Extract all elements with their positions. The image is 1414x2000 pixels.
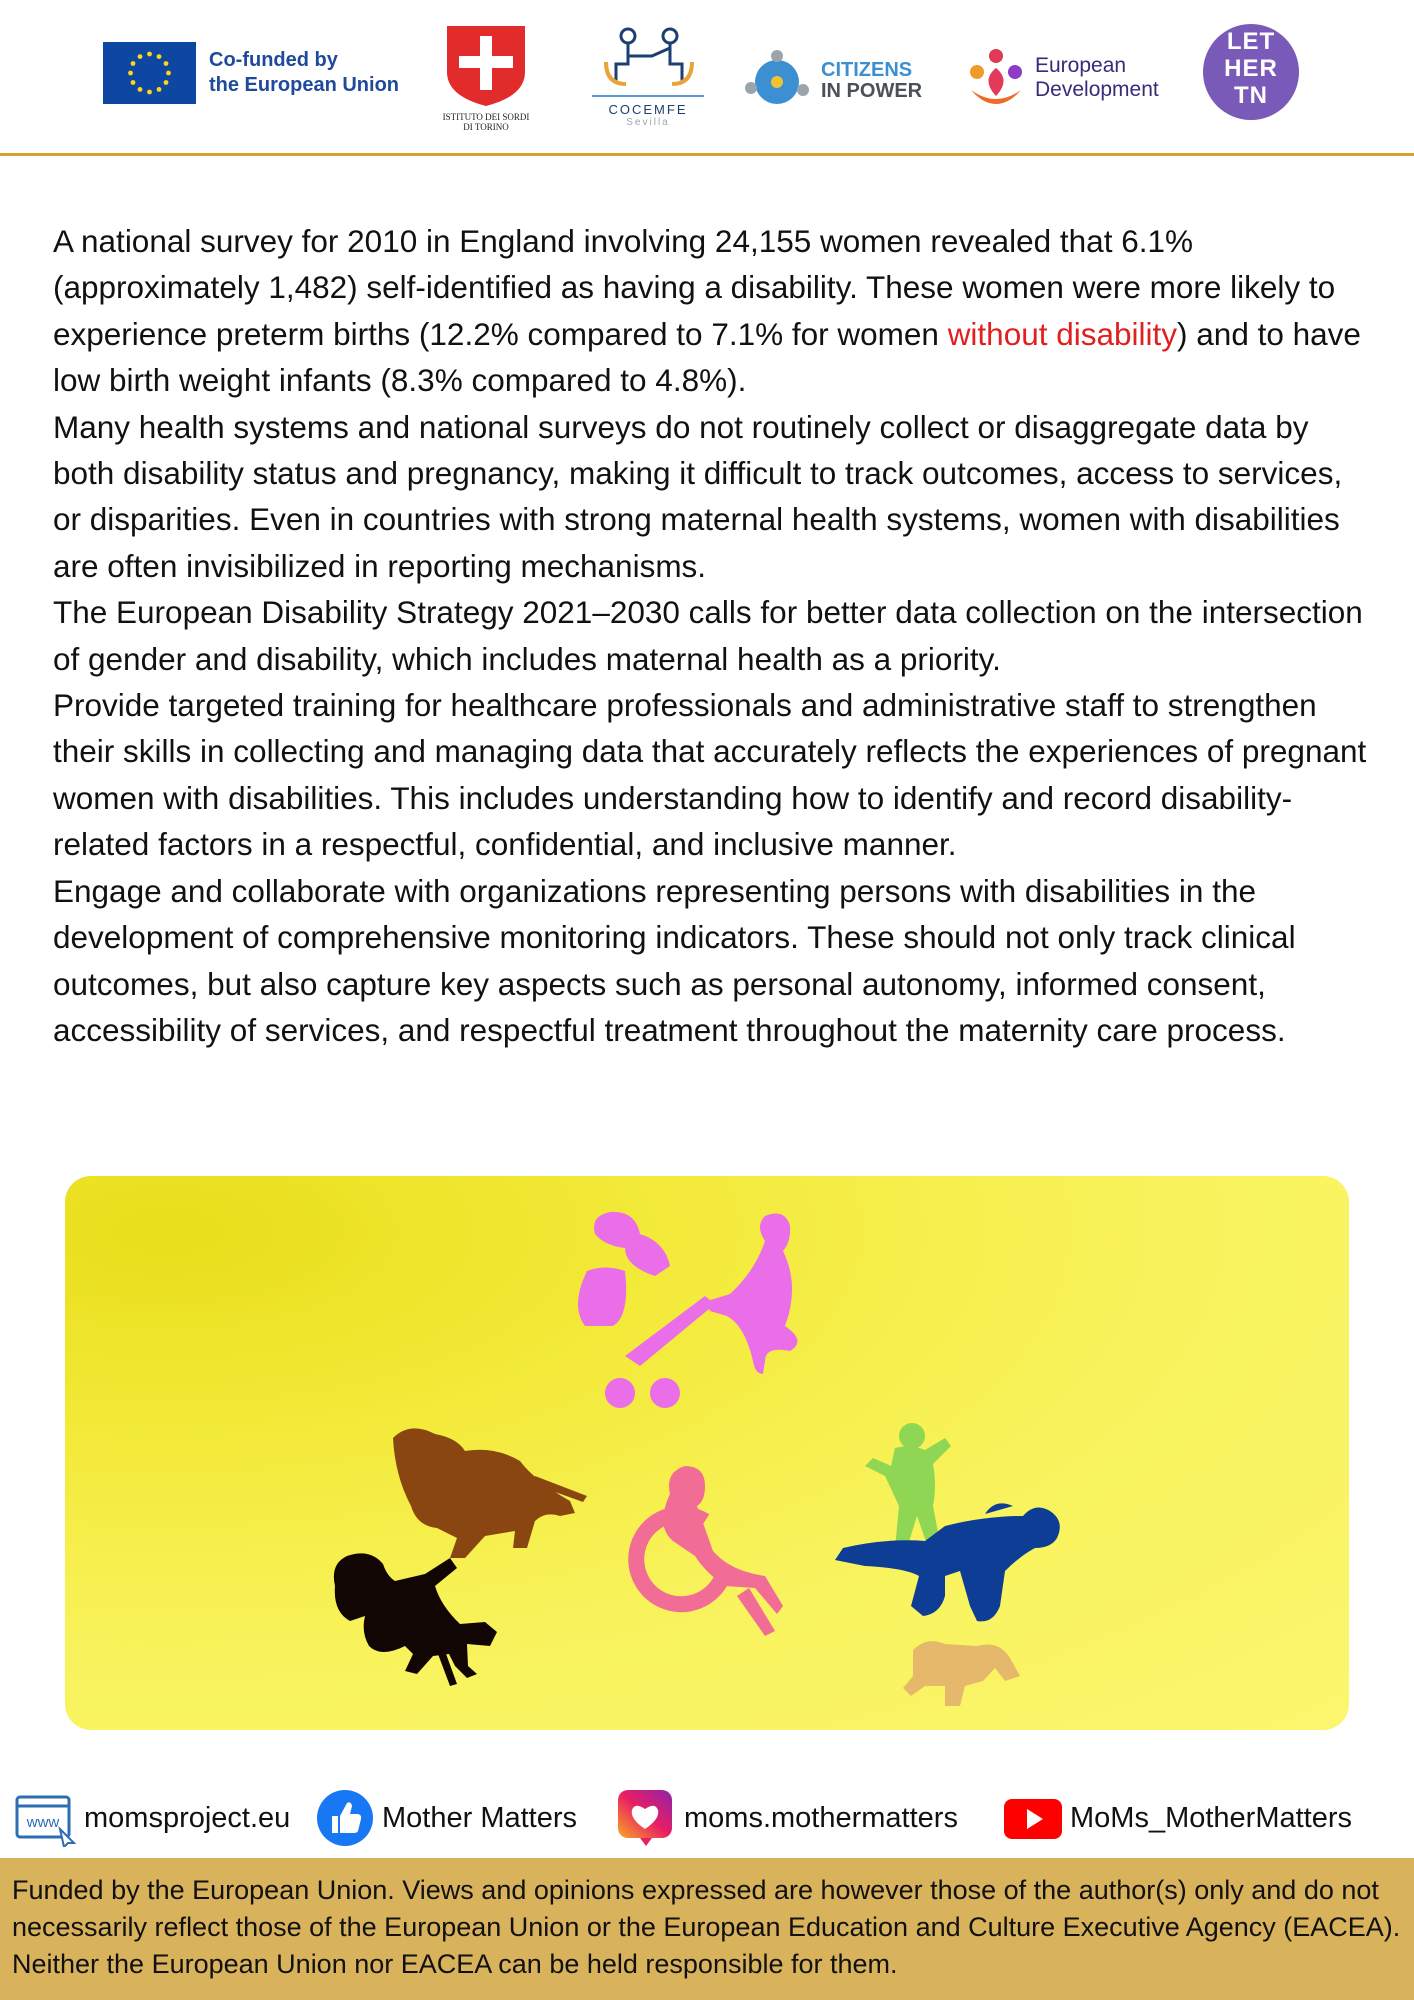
istituto-caption-line1: ISTITUTO DEI SORDI — [442, 112, 530, 122]
article-body — [53, 218, 1373, 1053]
paragraph-health-systems: Many health systems and national surveys do not routinely collect or disaggregate data by both disability status and pregnancy, making it difficult to track outcomes, access to services, or disparities. Even in countries with strong maternal health systems, women with disabilities are often invisibilized in reporting mechanisms. — [53, 408, 1343, 584]
citizens-in-power-logo — [743, 48, 922, 114]
cocemfe-figures-icon — [592, 26, 704, 98]
header-divider — [0, 153, 1414, 156]
reaching-person-figure — [835, 1503, 1060, 1621]
funding-disclaimer — [0, 1858, 1414, 2000]
paragraph-collaborate: Engage and collaborate with organizations representing persons with disabilities in the development of comprehensive monitoring indicators. These should not only track clinical outcomes, but also capture key aspects such as personal autonomy, informed consent, accessibility of services, and respectful treatment throughout the maternity care process. — [53, 872, 1296, 1048]
eu-logo-line2: the European Union — [209, 74, 399, 96]
cocemfe-city: Sevilla — [626, 117, 670, 128]
citizens-line1: CITIZENS — [821, 59, 913, 81]
cocemfe-name: COCEMFE — [608, 102, 688, 117]
citizens-in-power-icon — [743, 48, 813, 114]
paragraph-training: Provide targeted training for healthcare professionals and administrative staff to strengthen their skills in collecting and managing data that accurately reflects the experiences of pregnant women with disabilities. This includes understanding how to identify and record disability-related factors in a respectful, confidential, and inclusive manner. — [53, 687, 1367, 863]
facebook-link[interactable] — [316, 1788, 577, 1848]
youtube-link[interactable] — [1004, 1788, 1352, 1848]
disclaimer-text: Funded by the European Union. Views and opinions expressed are however those of the author(s) only and do not necessarily reflect those of the European Union or the European Education and Culture Executive Agency (EACEA). Neither the European Union nor EACEA can be held responsible for them. — [12, 1875, 1401, 1979]
citizens-line2: IN POWER — [821, 80, 923, 102]
small-person-figure — [903, 1641, 1020, 1706]
wheelchair-user-figure — [636, 1466, 783, 1636]
person-with-crutch-figure — [334, 1553, 497, 1686]
lethertn-line2: HER — [1224, 55, 1278, 82]
paper-figures-illustration — [65, 1176, 1349, 1730]
paragraph-survey: A national survey for 2010 in England involving 24,155 women revealed that 6.1% (approximately 1,482) self-identified as having a disability. These women were more likely to experience preterm births (12.2% compared to 7.1% for women without disability) and to have low birth weight infants (8.3% compared to 4.8%). — [53, 223, 1361, 399]
instagram-label: moms.mothermatters — [684, 1801, 958, 1834]
istituto-sordi-logo — [441, 22, 531, 132]
elderly-person-figure — [393, 1428, 587, 1558]
instagram-heart-icon — [616, 1789, 676, 1847]
eudev-line2: Development — [1035, 78, 1159, 101]
european-development-logo — [965, 46, 1159, 110]
youtube-icon — [1004, 1789, 1062, 1847]
eu-flag-icon — [103, 42, 196, 104]
website-label: momsproject.eu — [84, 1801, 291, 1834]
website-icon — [14, 1789, 76, 1847]
istituto-shield-icon — [441, 22, 531, 108]
eudev-line1: European — [1035, 54, 1127, 77]
cocemfe-logo — [592, 26, 704, 128]
istituto-caption-line2: DI TORINO — [463, 122, 509, 132]
instagram-link[interactable] — [616, 1788, 958, 1848]
social-links-bar — [0, 1788, 1414, 1848]
header-logo-bar — [0, 0, 1414, 155]
www-icon-text: www — [26, 1814, 60, 1831]
let-her-tn-logo — [1203, 24, 1299, 120]
facebook-like-icon — [316, 1789, 374, 1847]
eu-cofunded-logo — [103, 42, 399, 104]
parent-with-pram-figure — [578, 1212, 797, 1408]
lethertn-line3: TN — [1234, 82, 1268, 109]
youtube-label: MoMs_MotherMatters — [1070, 1801, 1353, 1834]
lethertn-line1: LET — [1226, 28, 1276, 55]
facebook-label: Mother Matters — [382, 1801, 577, 1834]
eu-logo-line1: Co-funded by — [209, 49, 338, 71]
child-figure — [865, 1423, 951, 1550]
website-link[interactable] — [14, 1788, 290, 1848]
european-development-icon — [965, 46, 1027, 110]
paragraph-strategy: The European Disability Strategy 2021–2030 calls for better data collection on the intersection of gender and disability, which includes maternal health as a priority. — [53, 594, 1363, 677]
highlighted-phrase: without disability — [947, 315, 1178, 352]
